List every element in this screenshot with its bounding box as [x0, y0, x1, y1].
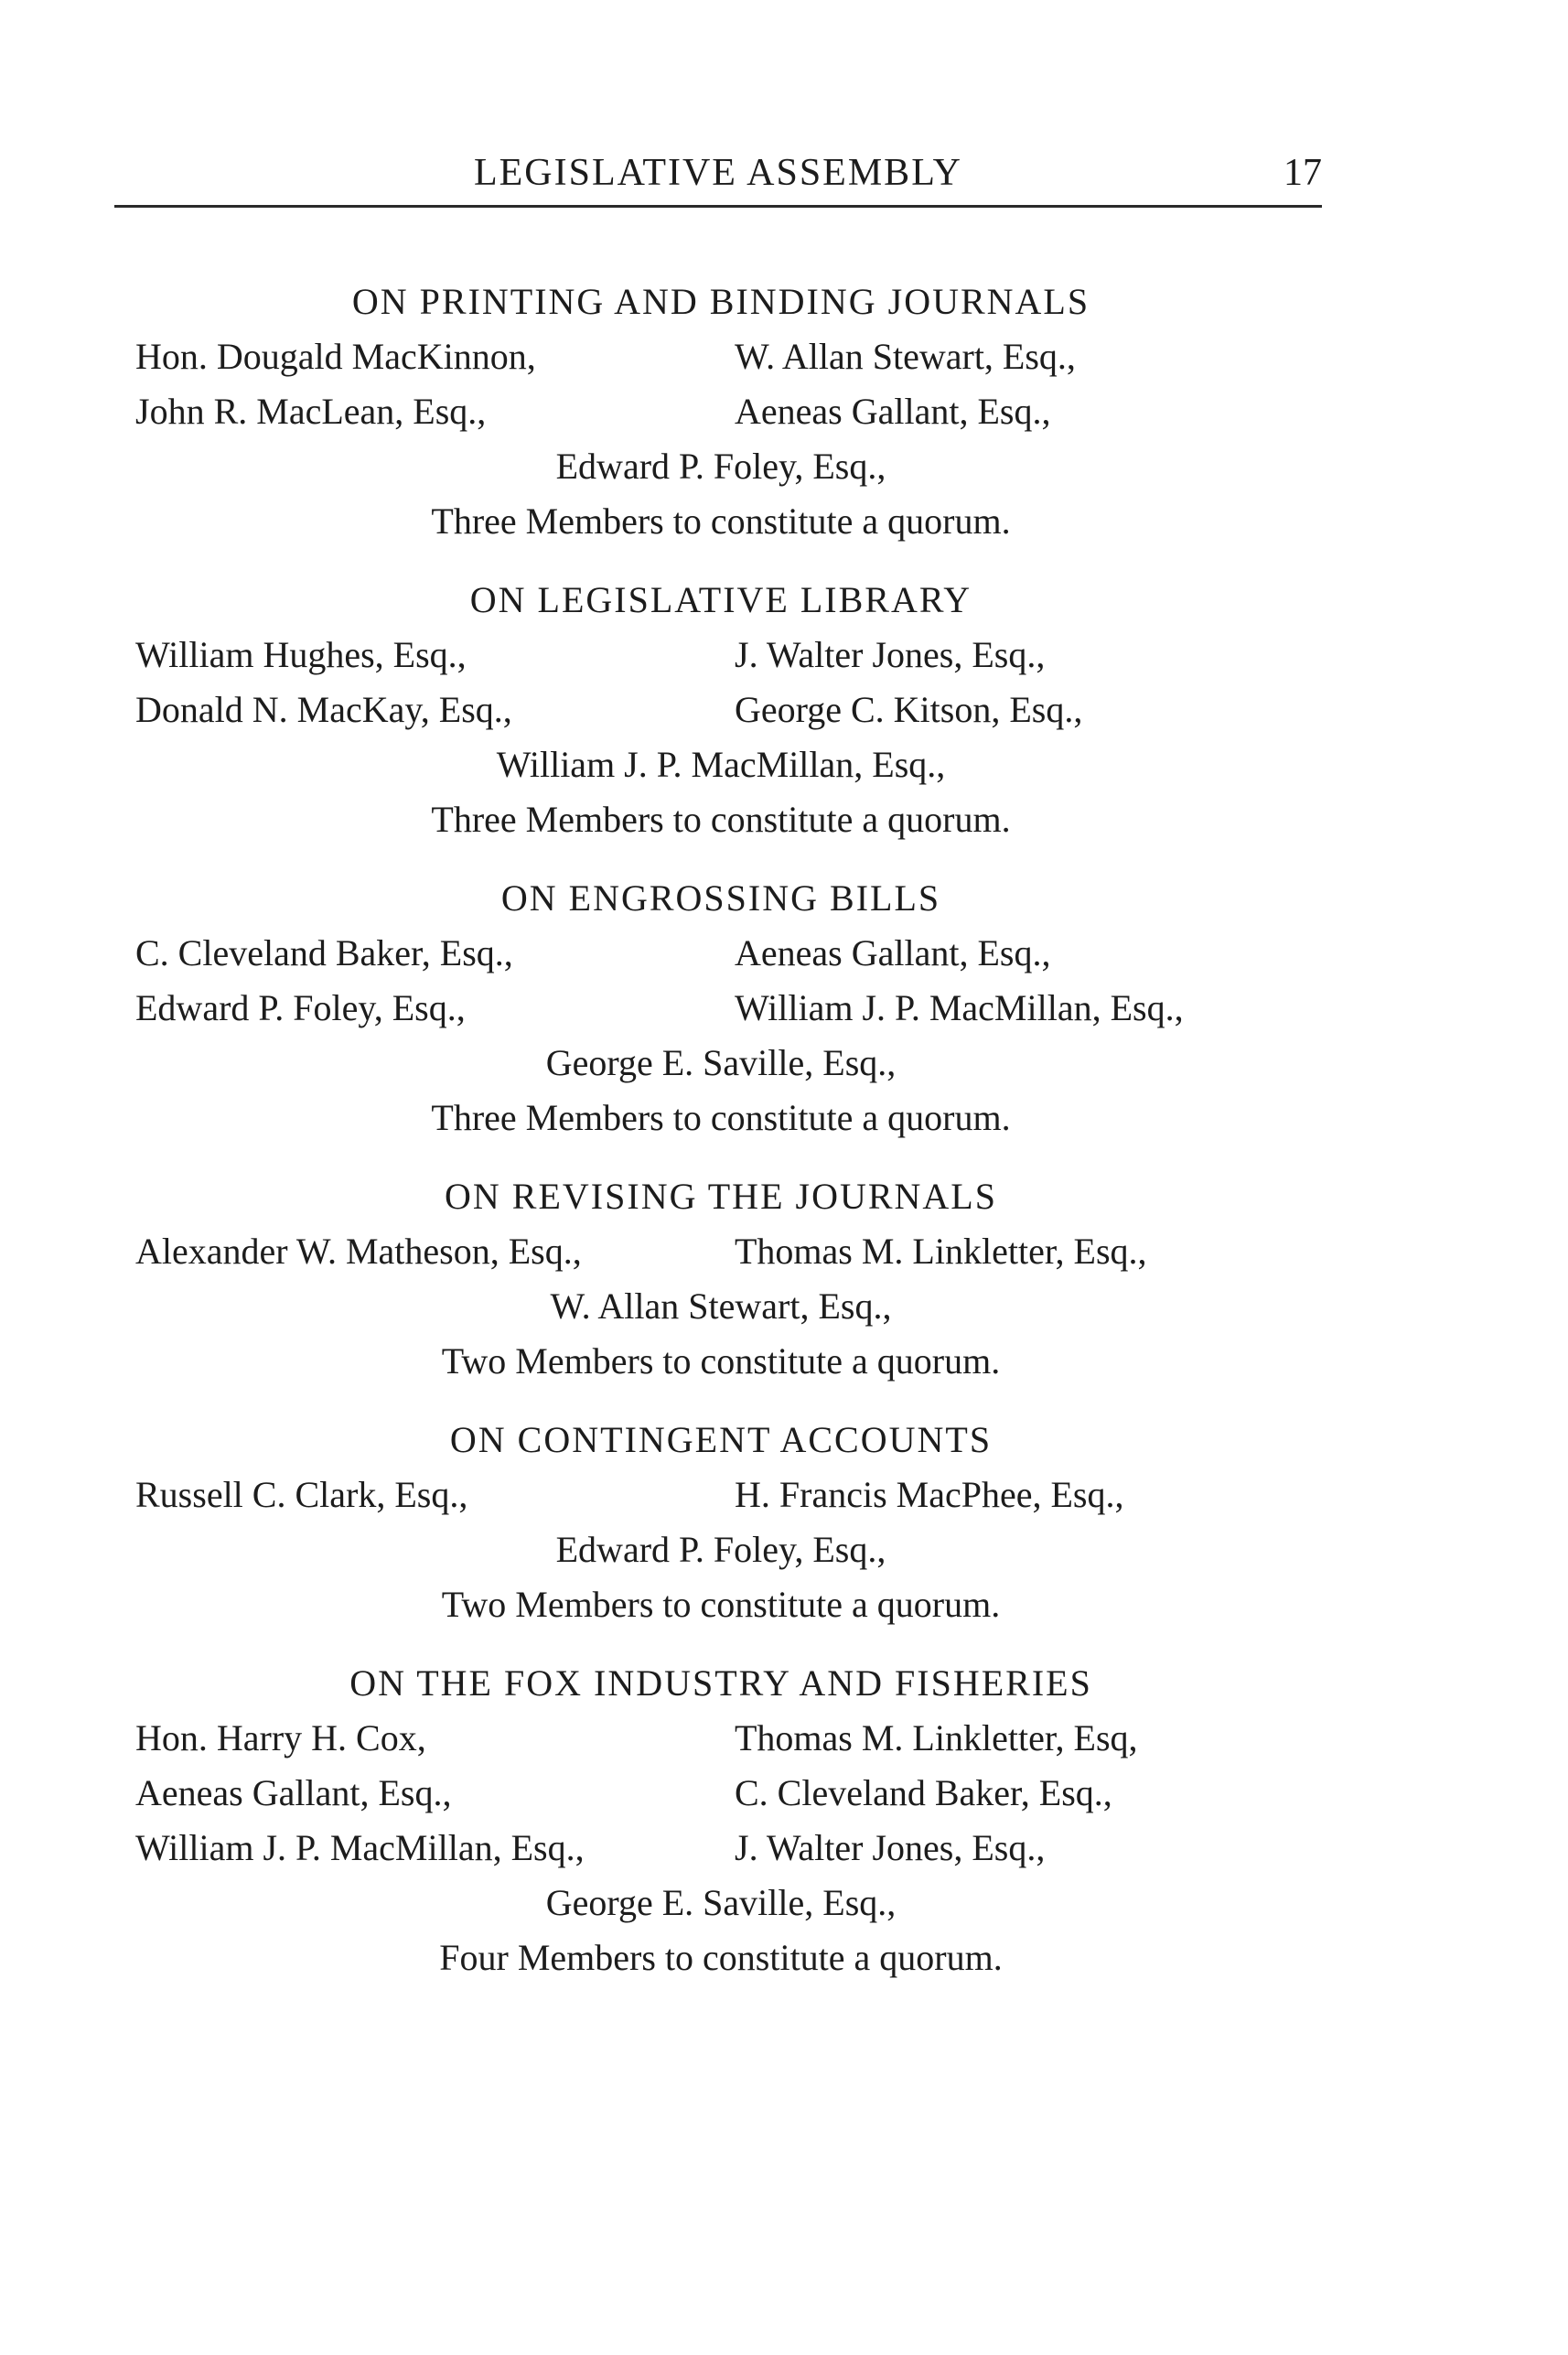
- member-row: [135, 1821, 1306, 1876]
- section-gap: [135, 1389, 1306, 1413]
- member-name: George C. Kitson, Esq.,: [735, 689, 1083, 730]
- committee-heading: ON CONTINGENT ACCOUNTS: [449, 1419, 993, 1460]
- section-gap: [135, 549, 1306, 573]
- member-name: J. Walter Jones, Esq.,: [735, 634, 1046, 675]
- committee-heading: ON LEGISLATIVE LIBRARY: [469, 579, 972, 620]
- committee-section: [135, 1169, 1306, 1389]
- running-header: [114, 151, 1322, 206]
- member-row: [135, 329, 1306, 384]
- section-gap: [135, 1145, 1306, 1169]
- member-name: Aeneas Gallant, Esq.,: [135, 1772, 452, 1813]
- member-row: [135, 1468, 1306, 1522]
- committee-heading: ON REVISING THE JOURNALS: [445, 1176, 997, 1217]
- committee-heading: ON THE FOX INDUSTRY AND FISHERIES: [349, 1662, 1092, 1704]
- member-name: Edward P. Foley, Esq.,: [135, 987, 466, 1028]
- member-name: Thomas M. Linkletter, Esq,: [735, 1717, 1138, 1758]
- member-name-centered: Edward P. Foley, Esq.,: [555, 1529, 886, 1570]
- member-name-centered: W. Allan Stewart, Esq.,: [550, 1285, 892, 1327]
- member-name: Aeneas Gallant, Esq.,: [735, 932, 1051, 973]
- member-name: William J. P. MacMillan, Esq.,: [735, 987, 1184, 1028]
- committee-section: [135, 1656, 1306, 1985]
- member-name-centered: Edward P. Foley, Esq.,: [555, 446, 886, 487]
- quorum-note: Three Members to constitute a quorum.: [431, 1097, 1011, 1138]
- member-name-centered: George E. Saville, Esq.,: [545, 1882, 897, 1923]
- member-row: [135, 1224, 1306, 1279]
- member-name: Russell C. Clark, Esq.,: [135, 1474, 468, 1515]
- section-gap: [135, 1632, 1306, 1656]
- quorum-note: Three Members to constitute a quorum.: [431, 500, 1011, 542]
- member-row: [135, 683, 1306, 737]
- member-name: W. Allan Stewart, Esq.,: [735, 336, 1076, 377]
- quorum-note: Three Members to constitute a quorum.: [431, 799, 1011, 840]
- committee-heading: ON PRINTING AND BINDING JOURNALS: [351, 281, 1090, 322]
- member-name: Thomas M. Linkletter, Esq.,: [735, 1231, 1147, 1272]
- member-name-centered: George E. Saville, Esq.,: [545, 1042, 897, 1083]
- member-name: Donald N. MacKay, Esq.,: [135, 689, 512, 730]
- member-name: William Hughes, Esq.,: [135, 634, 467, 675]
- member-name: Alexander W. Matheson, Esq.,: [135, 1231, 582, 1272]
- member-row: [135, 1766, 1306, 1821]
- committee-section: [135, 1413, 1306, 1632]
- member-row: [135, 981, 1306, 1036]
- member-name: Hon. Harry H. Cox,: [135, 1717, 426, 1758]
- committee-section: [135, 274, 1306, 549]
- section-gap: [135, 847, 1306, 871]
- committee-list: [135, 274, 1306, 1985]
- member-name: Hon. Dougald MacKinnon,: [135, 336, 536, 377]
- running-title: LEGISLATIVE ASSEMBLY: [474, 152, 962, 194]
- member-name: J. Walter Jones, Esq.,: [735, 1827, 1046, 1868]
- member-name: H. Francis MacPhee, Esq.,: [735, 1474, 1124, 1515]
- committee-section: [135, 871, 1306, 1145]
- member-row: [135, 926, 1306, 981]
- member-row: [135, 384, 1306, 439]
- quorum-note: Two Members to constitute a quorum.: [441, 1584, 1001, 1625]
- member-name: John R. MacLean, Esq.,: [135, 391, 487, 432]
- header-rule: [114, 205, 1322, 208]
- committee-heading: ON ENGROSSING BILLS: [500, 877, 941, 919]
- committee-section: [135, 573, 1306, 847]
- member-name: C. Cleveland Baker, Esq.,: [735, 1772, 1112, 1813]
- member-name: William J. P. MacMillan, Esq.,: [135, 1827, 585, 1868]
- page-number: 17: [1283, 152, 1322, 194]
- quorum-note: Two Members to constitute a quorum.: [441, 1340, 1001, 1382]
- member-name: C. Cleveland Baker, Esq.,: [135, 932, 513, 973]
- member-name-centered: William J. P. MacMillan, Esq.,: [496, 744, 946, 785]
- member-row: [135, 1711, 1306, 1766]
- member-name: Aeneas Gallant, Esq.,: [735, 391, 1051, 432]
- quorum-note: Four Members to constitute a quorum.: [439, 1937, 1003, 1978]
- member-row: [135, 628, 1306, 683]
